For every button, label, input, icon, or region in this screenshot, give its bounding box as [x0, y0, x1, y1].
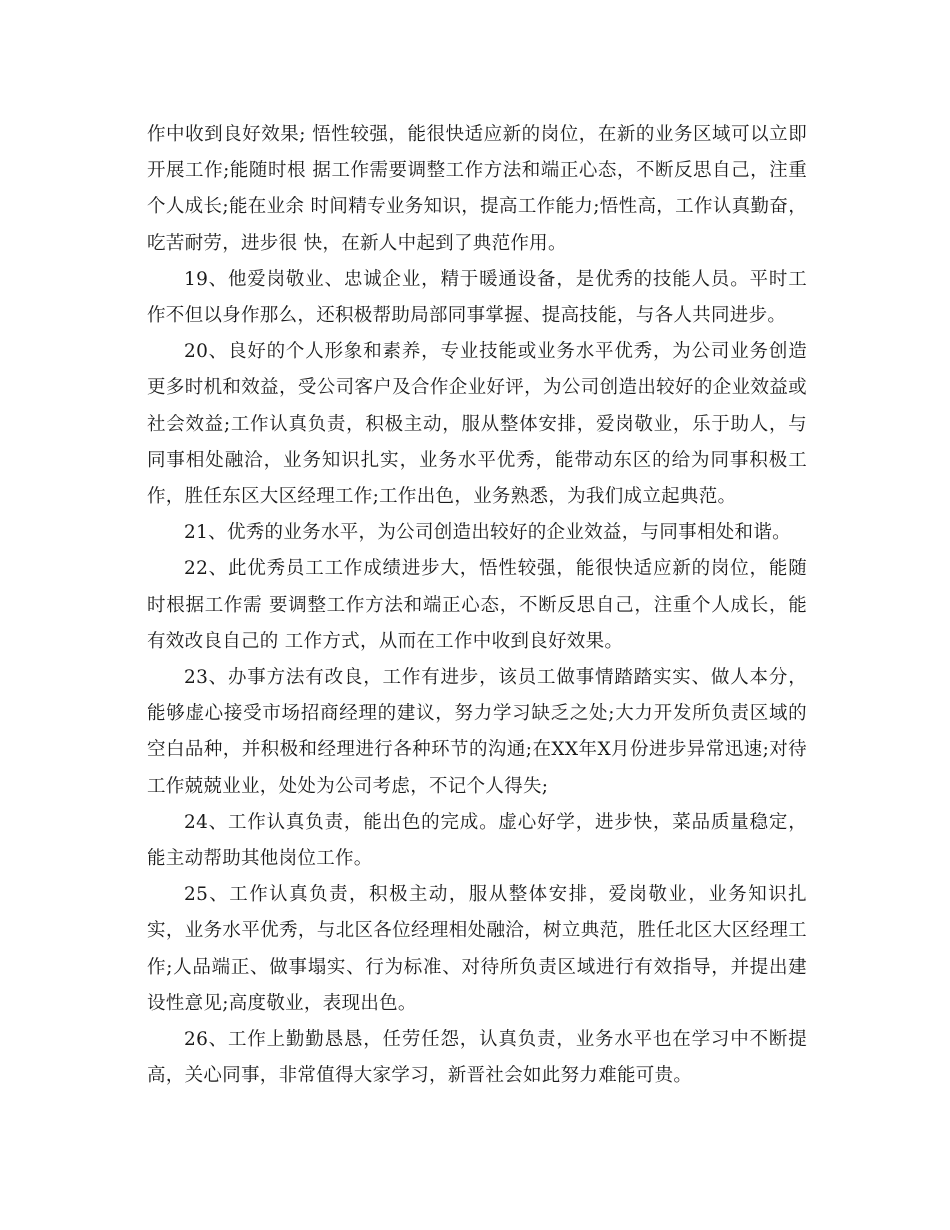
paragraph-26: 26、工作上勤勤恳恳，任劳任怨，认真负责，业务水平也在学习中不断提高，关心同事，非常值得大家学习，新晋社会如此努力难能可贵。	[147, 1029, 807, 1087]
paragraph-24: 24、工作认真负责，能出色的完成。虚心好学，进步快，菜品质量稳定，能主动帮助其他岗位工作。	[147, 811, 807, 870]
paragraph-19: 19、他爱岗敬业、忠诚企业，精于暖通设备，是优秀的技能人员。平时工作不但以身作那么，还积极帮助局部同事掌握、提高技能，与各人共同进步。	[147, 268, 807, 327]
paragraph-20: 20、良好的个人形象和素养，专业技能或业务水平优秀，为公司业务创造更多时机和效益，受公司客户及合作企业好评，为公司创造出较好的企业效益或社会效益;工作认真负责，积极主动，服从整体安排，爱岗敬业，乐于助人，与同事相处融洽，业务知识扎实，业务水平优秀，能带动东区的给为同事积极工作，胜任东区大区经理工作;工作出色，业务熟悉，为我们成立起典范。	[147, 341, 807, 508]
paragraph-21: 21、优秀的业务水平，为公司创造出较好的企业效益，与同事相处和谐。	[184, 522, 791, 544]
paragraph-25: 25、工作认真负责，积极主动，服从整体安排，爱岗敬业，业务知识扎实，业务水平优秀，与北区各位经理相处融洽，树立典范，胜任北区大区经理工作;人品端正、做事塌实、行为标准、对待所负责区域进行有效指导，并提出建设性意见;高度敬业，表现出色。	[147, 884, 807, 1014]
document-body	[147, 117, 807, 1094]
paragraph-continuation: 作中收到良好效果; 悟性较强，能很快适应新的岗位，在新的业务区域可以立即开展工作;能随时根 据工作需要调整工作方法和端正心态，不断反思自己，注重个人成长;能在业余 时间精专业务知识，提高工作能力;悟性高，工作认真勤奋，吃苦耐劳，进步很 快，在新人中起到了典范作用。	[147, 124, 807, 254]
paragraph-22: 22、此优秀员工工作成绩进步大，悟性较强，能很快适应新的岗位，能随时根据工作需 要调整工作方法和端正心态，不断反思自己，注重个人成长，能有效改良自己的 工作方式，从而在工作中收到良好效果。	[147, 558, 807, 652]
paragraph-23: 23、办事方法有改良，工作有进步，该员工做事情踏踏实实、做人本分，能够虚心接受市场招商经理的建议，努力学习缺乏之处;大力开发所负责区域的空白品种，并积极和经理进行各种环节的沟通;在XX年X月份进步异常迅速;对待工作兢兢业业，处处为公司考虑，不记个人得失;	[147, 667, 807, 797]
